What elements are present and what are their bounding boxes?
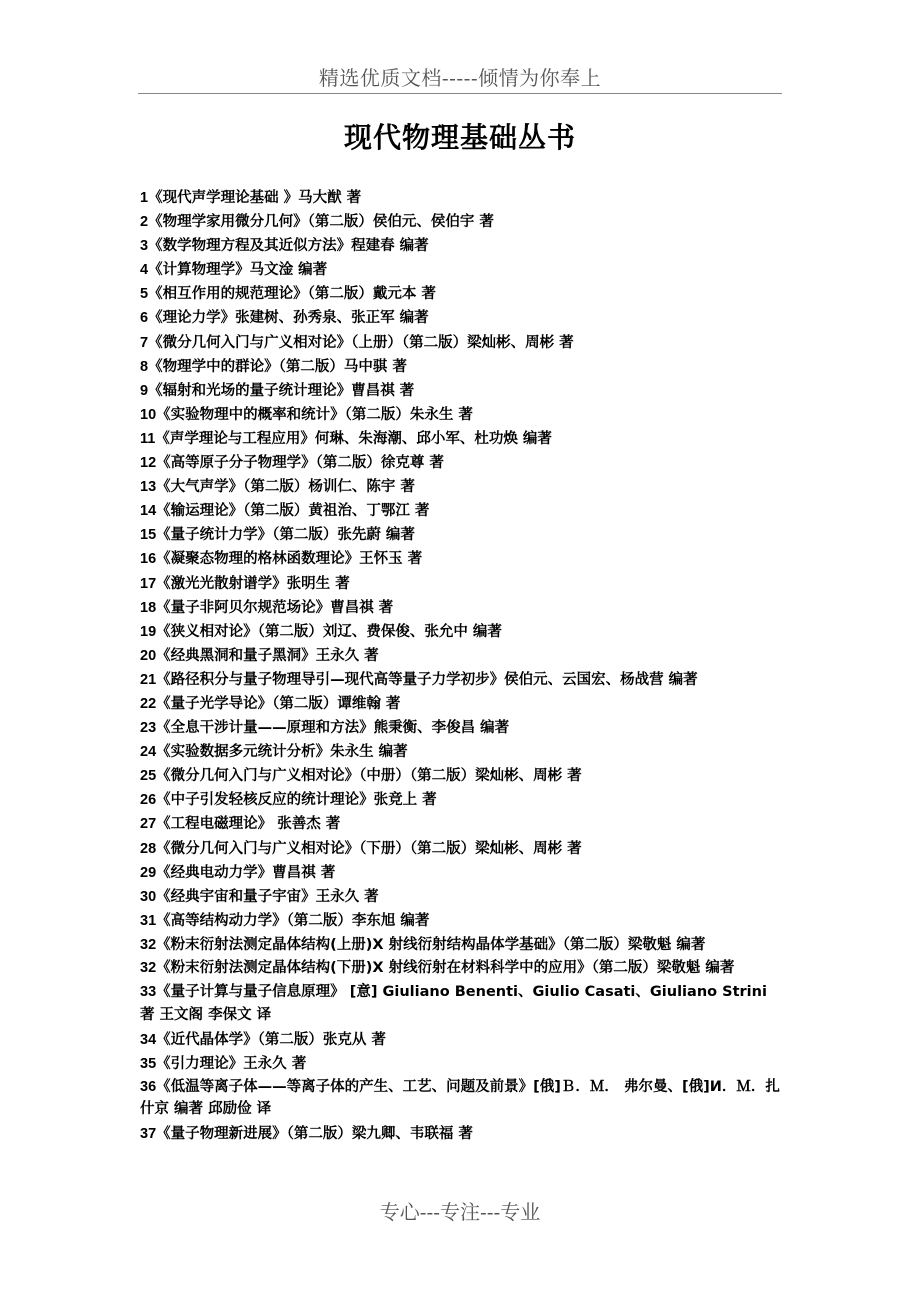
- book-number: 33: [140, 984, 157, 1001]
- book-list-item: [140, 547, 784, 571]
- book-entry-text: 《量子物理新进展》（第二版）梁九卿、韦联福 著: [156, 1126, 473, 1143]
- book-entry-text: 《近代晶体学》（第二版）张克从 著: [156, 1031, 386, 1048]
- book-list-item: [140, 1028, 784, 1052]
- book-entry-text: 《量子光学导论》（第二版）谭维翰 著: [156, 695, 401, 712]
- book-entry-text: 《经典电动力学》曹昌祺 著: [156, 864, 336, 881]
- book-entry-text: 《经典黑洞和量子黑洞》王永久 著: [156, 647, 379, 664]
- book-list-item: [140, 258, 784, 282]
- book-entry-text: 《计算物理学》马文淦 编著: [148, 262, 328, 279]
- book-list: [140, 186, 784, 1147]
- book-number: 6: [140, 310, 149, 327]
- book-entry-text: 《粉末衍射法测定晶体结构(下册)X 射线衍射在材料科学中的应用》（第二版）梁敬魁 编著: [156, 960, 735, 976]
- book-number: 22: [140, 695, 157, 712]
- book-list-item: [140, 788, 784, 812]
- book-list-item: [140, 523, 784, 547]
- book-number: 28: [140, 840, 157, 857]
- book-entry-text: 《实验物理中的概率和统计》（第二版）朱永生 著: [156, 406, 473, 423]
- book-entry-text: 《粉末衍射法测定晶体结构(上册)X 射线衍射结构晶体学基础》（第二版）梁敬魁 编著: [156, 936, 706, 953]
- book-list-item: [140, 186, 784, 210]
- book-entry-text: 《经典宇宙和量子宇宙》王永久 著: [156, 888, 379, 905]
- book-number: 25: [140, 768, 157, 785]
- book-list-item: [140, 403, 784, 427]
- book-entry-text: 《理论力学》张建树、孙秀泉、张正军 编著: [148, 310, 429, 327]
- page-footer: 专心---专注---专业: [379, 1200, 541, 1224]
- book-number: 36: [140, 1078, 157, 1095]
- book-list-item: [140, 427, 784, 451]
- book-number: 17: [140, 575, 157, 592]
- book-number: 2: [140, 214, 149, 231]
- book-number: 16: [140, 551, 157, 568]
- book-number: 3: [140, 238, 149, 255]
- book-list-item: [140, 1076, 784, 1121]
- book-list-item: [140, 306, 784, 330]
- book-list-item: [140, 909, 784, 933]
- book-list-item: [140, 499, 784, 523]
- book-entry-text: 《全息干涉计量——原理和方法》熊秉衡、李俊昌 编著: [156, 720, 510, 737]
- book-entry-text: 《高等结构动力学》（第二版）李东旭 编著: [156, 912, 430, 929]
- book-entry-text: 《大气声学》（第二版）杨训仁、陈宇 著: [156, 479, 415, 496]
- book-list-item: [140, 812, 784, 836]
- book-list-item: [140, 837, 784, 861]
- book-number: 4: [140, 262, 149, 279]
- book-number: 37: [140, 1126, 157, 1143]
- book-number: 7: [140, 334, 149, 351]
- book-number: 32: [140, 960, 157, 976]
- book-list-item: [140, 692, 784, 716]
- book-entry-text: 《数学物理方程及其近似方法》程建春 编著: [148, 238, 429, 255]
- page-header: 精选优质文档-----倾情为你奉上: [318, 66, 602, 90]
- book-number: 19: [140, 623, 157, 640]
- book-entry-text: 《高等原子分子物理学》（第二版）徐克尊 著: [156, 455, 444, 472]
- book-entry-text: 《低温等离子体——等离子体的产生、工艺、问题及前景》[俄]Ｂ．Ｍ． 弗尔曼、[俄]И．Ｍ．扎什京 编著 邱励俭 译: [140, 1078, 780, 1118]
- book-list-item: [140, 716, 784, 740]
- book-number: 31: [140, 912, 157, 929]
- book-list-item: [140, 1122, 784, 1146]
- book-entry-text: 《量子非阿贝尔规范场论》曹昌祺 著: [156, 599, 394, 616]
- book-list-item: [140, 644, 784, 668]
- book-entry-text: 《激光光散射谱学》张明生 著: [156, 575, 350, 592]
- book-entry-text: 《引力理论》王永久 著: [156, 1055, 307, 1072]
- book-entry-text: 《现代声学理论基础 》马大猷 著: [148, 190, 362, 206]
- book-list-item: [140, 933, 784, 957]
- book-list-item: [140, 234, 784, 258]
- book-number: 12: [140, 455, 157, 472]
- book-number: 23: [140, 720, 157, 737]
- book-entry-text: 《路径积分与量子物理导引—现代高等量子力学初步》侯伯元、云国宏、杨战营 编著: [156, 671, 698, 688]
- book-list-item: [140, 475, 784, 499]
- book-list-item: [140, 379, 784, 403]
- book-number: 29: [140, 864, 157, 881]
- book-number: 11: [140, 430, 156, 447]
- book-number: 8: [140, 358, 149, 375]
- book-entry-text: 《物理学中的群论》（第二版）马中骐 著: [148, 358, 407, 375]
- book-entry-text: 《量子计算与量子信息原理》 [意] Giuliano Benenti、Giulio Casati、Giuliano Strini 著 王文阁 李保文 译: [140, 984, 767, 1023]
- book-number: 21: [140, 671, 157, 688]
- book-number: 30: [140, 888, 157, 905]
- book-list-item: [140, 668, 784, 692]
- book-number: 14: [140, 503, 157, 520]
- book-entry-text: 《声学理论与工程应用》何琳、朱海潮、邱小军、杜功焕 编著: [155, 430, 552, 447]
- book-number: 35: [140, 1055, 157, 1072]
- book-number: 24: [140, 744, 157, 761]
- book-entry-text: 《凝聚态物理的格林函数理论》王怀玉 著: [156, 551, 423, 568]
- book-list-item: [140, 861, 784, 885]
- book-list-item: [140, 620, 784, 644]
- book-number: 10: [140, 406, 157, 423]
- book-list-item: [140, 355, 784, 379]
- book-list-item: [140, 282, 784, 306]
- book-list-item: [140, 740, 784, 764]
- book-number: 5: [140, 286, 149, 303]
- book-list-item: [140, 1052, 784, 1076]
- book-entry-text: 《狭义相对论》（第二版）刘辽、费保俊、张允中 编著: [156, 623, 502, 640]
- book-number: 15: [140, 527, 157, 544]
- book-list-item: [140, 331, 784, 355]
- book-entry-text: 《微分几何入门与广义相对论》（下册）（第二版）梁灿彬、周彬 著: [156, 840, 582, 857]
- book-list-item: [140, 572, 784, 596]
- book-entry-text: 《相互作用的规范理论》（第二版）戴元本 著: [148, 286, 436, 303]
- book-entry-text: 《工程电磁理论》 张善杰 著: [156, 816, 341, 833]
- book-entry-text: 《物理学家用微分几何》（第二版）侯伯元、侯伯宇 著: [148, 214, 494, 231]
- book-entry-text: 《实验数据多元统计分析》朱永生 编著: [156, 744, 408, 761]
- book-list-item: [140, 957, 784, 980]
- book-number: 1: [140, 190, 149, 206]
- book-entry-text: 《辐射和光场的量子统计理论》曹昌祺 著: [148, 382, 415, 399]
- book-list-item: [140, 210, 784, 234]
- book-list-item: [140, 596, 784, 620]
- book-list-item: [140, 764, 784, 788]
- book-entry-text: 《中子引发轻核反应的统计理论》张竞上 著: [156, 792, 437, 809]
- header-divider: [138, 93, 782, 94]
- book-number: 9: [140, 382, 149, 399]
- book-number: 32: [140, 936, 157, 953]
- book-list-item: [140, 885, 784, 909]
- document-title: 现代物理基础丛书: [343, 121, 576, 154]
- book-number: 34: [140, 1031, 157, 1048]
- book-entry-text: 《微分几何入门与广义相对论》（上册）（第二版）梁灿彬、周彬 著: [148, 334, 574, 351]
- book-number: 20: [140, 647, 157, 664]
- book-list-item: [140, 451, 784, 475]
- book-number: 13: [140, 479, 157, 496]
- book-list-item: [140, 981, 784, 1026]
- book-number: 27: [140, 816, 157, 833]
- book-number: 18: [140, 599, 157, 616]
- book-entry-text: 《输运理论》（第二版）黄祖治、丁鄂江 著: [156, 503, 430, 520]
- book-entry-text: 《微分几何入门与广义相对论》（中册）（第二版）梁灿彬、周彬 著: [156, 768, 582, 785]
- book-number: 26: [140, 792, 157, 809]
- book-entry-text: 《量子统计力学》（第二版）张先蔚 编著: [156, 527, 415, 544]
